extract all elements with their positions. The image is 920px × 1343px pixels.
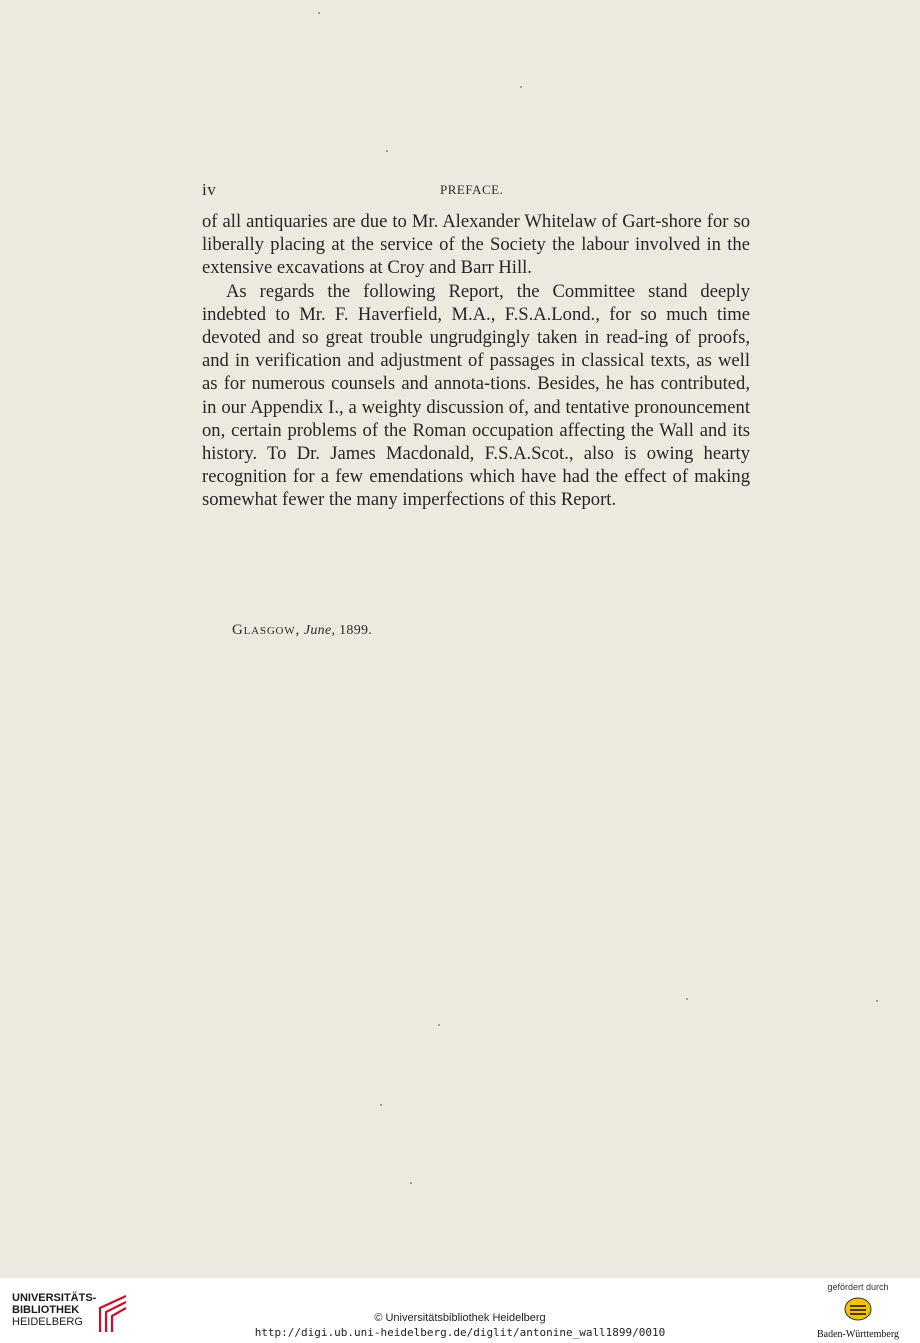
paper-speck (686, 998, 688, 1000)
funder-label: gefördert durch (827, 1282, 889, 1292)
paper-speck (520, 86, 522, 88)
signoff-place: Glasgow, (232, 622, 301, 638)
paper-speck (386, 150, 388, 152)
paper-speck (876, 1000, 878, 1002)
body-text (202, 210, 750, 512)
page-number: iv (202, 180, 217, 199)
library-name: UNIVERSITÄTS- BIBLIOTHEK HEIDELBERG (12, 1292, 97, 1328)
paper-speck (380, 1104, 382, 1106)
running-title: PREFACE. (440, 182, 504, 197)
signoff (232, 622, 372, 639)
permalink-url[interactable]: http://digi.ub.uni-heidelberg.de/diglit/antonine_wall1899/0010 (254, 1326, 666, 1339)
signoff-year: 1899. (339, 623, 373, 638)
state-crest-icon (843, 1296, 873, 1322)
paragraph-1: of all antiquaries are due to Mr. Alexander Whitelaw of Gart-shore for so liberally placing at the service of the Society the labour involved in the extensive excavations at Croy and Barr Hill. (202, 211, 750, 279)
footer-bar (0, 1278, 920, 1343)
paper-speck (318, 12, 320, 14)
funder-block[interactable] (810, 1282, 906, 1340)
paragraph-2: As regards the following Report, the Committee stand deeply indebted to Mr. F. Haverfield, M.A., F.S.A.Lond., for so much time devoted and so great trouble ungrudgingly taken in read-ing of proofs, and in verification and adjustment of passages in classical texts, as well as for numerous counsels and annota-tions. Besides, he has contributed, in our Appendix I., a weighty discussion of, and tentative pronouncement on, certain problems of the Roman occupation affecting the Wall and its history. To Dr. James Macdonald, F.S.A.Scot., also is owing hearty recognition for a few emendations which have had the effect of making somewhat fewer the many imperfections of this Report. (202, 280, 750, 511)
running-head (202, 180, 750, 202)
paper-speck (410, 1182, 412, 1184)
copyright-text: © Universitätsbibliothek Heidelberg (374, 1312, 546, 1324)
funder-name: Baden-Württemberg (816, 1329, 899, 1340)
signoff-month: June, (303, 623, 336, 638)
paper-speck (438, 1024, 440, 1026)
